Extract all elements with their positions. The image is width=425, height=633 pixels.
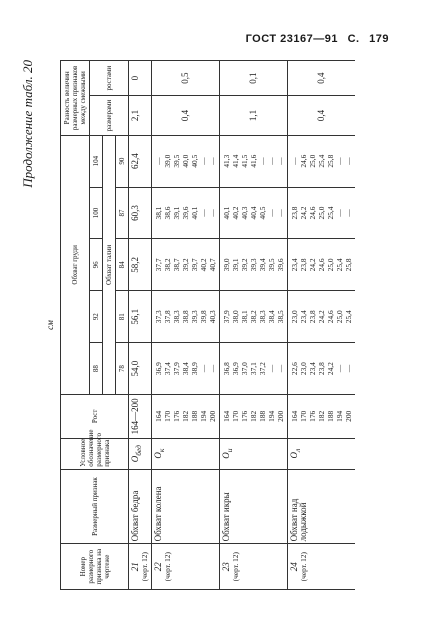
row-values: 41,3 41,4 41,5 41,6 — — — <box>220 135 288 187</box>
row-symbol: $О_и$ <box>220 438 288 469</box>
row-symbol: $О_л$ <box>288 438 356 469</box>
header-waist-label: Обхват талии <box>103 136 116 394</box>
row-number-cell <box>220 544 288 590</box>
row-number-note: (черт. 12) <box>140 552 149 582</box>
header-chest-group: Обхват груди <box>61 135 90 394</box>
row-feature: Обхват над лодыжкой <box>288 469 356 544</box>
row-height: 164—200 <box>129 395 152 439</box>
row-symbol: $О_{бед}$ <box>129 438 152 469</box>
header-number: Номер размерного признака на чертеже <box>61 544 129 590</box>
page-number: 179 <box>369 33 389 45</box>
row-diff-heights: 0,4 <box>288 61 356 96</box>
row-number: 23 <box>221 562 231 572</box>
running-header <box>240 33 389 45</box>
row-value: 58,2 <box>129 239 152 291</box>
table-row <box>288 61 356 590</box>
table-row <box>129 61 152 590</box>
row-values: 37,9 38,0 38,1 38,2 38,3 38,4 38,5 <box>220 291 288 343</box>
row-diff-heights: 0,5 <box>152 61 220 96</box>
header-waist-87: 87 <box>116 187 128 239</box>
row-diff-sizes: 0,4 <box>288 96 356 135</box>
header-feature: Размерный признак <box>61 469 129 544</box>
row-heights: 164 170 176 182 188 194 200 <box>220 395 288 439</box>
header-waist-90: 90 <box>118 157 126 165</box>
header-chest-100: 100 <box>90 187 103 239</box>
header-diff-heights: ростами <box>90 61 129 96</box>
header-diff-group: Разность величин размерных признаков между смежными <box>61 61 90 136</box>
row-number-cell <box>288 544 356 590</box>
row-values: 23,4 23,8 24,2 24,6 25,0 25,4 25,8 <box>288 239 356 291</box>
row-values: 37,3 37,8 38,3 38,8 39,3 39,8 40,3 <box>152 291 220 343</box>
row-values: 36,8 36,9 37,0 37,1 37,2 — — <box>220 343 288 395</box>
header-waist-78: 78 <box>116 342 128 394</box>
row-diff-sizes: 1,1 <box>220 96 288 135</box>
row-number-note: (черт. 12) <box>299 552 308 582</box>
row-number: 21 <box>130 562 140 572</box>
row-value: 56,1 <box>129 291 152 343</box>
row-feature: Обхват колена <box>152 469 220 544</box>
row-values: 37,7 38,2 38,7 39,2 39,7 40,2 40,7 <box>152 239 220 291</box>
header-chest-92: 92 <box>90 291 103 343</box>
row-values: — 39,0 39,5 40,0 40,5 — — <box>152 135 220 187</box>
measurements-table <box>60 60 355 590</box>
row-values: 36,9 37,4 37,9 38,4 38,9 — — <box>152 343 220 395</box>
header-diff-sizes: размерами <box>90 96 129 135</box>
row-number-cell <box>152 544 220 590</box>
unit-label: см <box>45 320 55 330</box>
page-label: С. <box>347 33 360 45</box>
row-feature: Обхват бедра <box>129 469 152 544</box>
header-chest-96: 96 <box>90 239 103 291</box>
row-heights: 164 170 176 182 188 194 200 <box>288 395 356 439</box>
row-symbol: $О_к$ <box>152 438 220 469</box>
row-number-cell <box>129 544 152 590</box>
table-row <box>152 61 220 590</box>
header-waist-84: 84 <box>116 238 128 290</box>
row-values: 23,8 24,2 24,6 25,0 25,4 — — <box>288 187 356 239</box>
row-diff-sizes: 2,1 <box>129 96 152 135</box>
row-values: 38,1 38,6 39,1 39,6 40,1 — — <box>152 187 220 239</box>
table-row <box>220 61 288 590</box>
row-values: 22,6 23,0 23,4 23,8 24,2 — — <box>288 343 356 395</box>
row-value: 62,4 <box>129 135 152 187</box>
row-heights: 164 170 176 182 188 194 200 <box>152 395 220 439</box>
row-number: 22 <box>153 562 163 572</box>
row-values: 40,1 40,2 40,3 40,4 40,5 — — <box>220 187 288 239</box>
row-value: 54,0 <box>129 343 152 395</box>
row-value: 60,3 <box>129 187 152 239</box>
rotated-table-block <box>20 60 390 590</box>
header-height: Рост <box>61 395 129 439</box>
row-diff-sizes: 0,4 <box>152 96 220 135</box>
row-number: 24 <box>289 562 299 572</box>
row-values: 23,0 23,4 23,8 24,2 24,6 25,0 25,4 <box>288 291 356 343</box>
row-number-note: (черт. 12) <box>231 552 240 582</box>
row-values: 39,0 39,1 39,2 39,3 39,4 39,5 39,6 <box>220 239 288 291</box>
header-chest-88: 88 <box>90 343 103 395</box>
header-symbol: Условное обозначение размерного признака <box>61 438 129 469</box>
row-feature: Обхват икры <box>220 469 288 544</box>
standard-code: ГОСТ 23167—91 <box>245 33 339 45</box>
header-chest-104: 104 <box>90 135 103 187</box>
header-waist-group <box>103 135 129 394</box>
row-values: — 24,6 25,0 25,4 25,8 — — <box>288 135 356 187</box>
row-number-note: (черт. 12) <box>163 552 172 582</box>
row-diff-heights: 0,1 <box>220 61 288 96</box>
header-waist-81: 81 <box>116 290 128 342</box>
row-diff-heights: 0 <box>129 61 152 96</box>
table-continuation-caption: Продолжение табл. 20 <box>20 60 35 188</box>
